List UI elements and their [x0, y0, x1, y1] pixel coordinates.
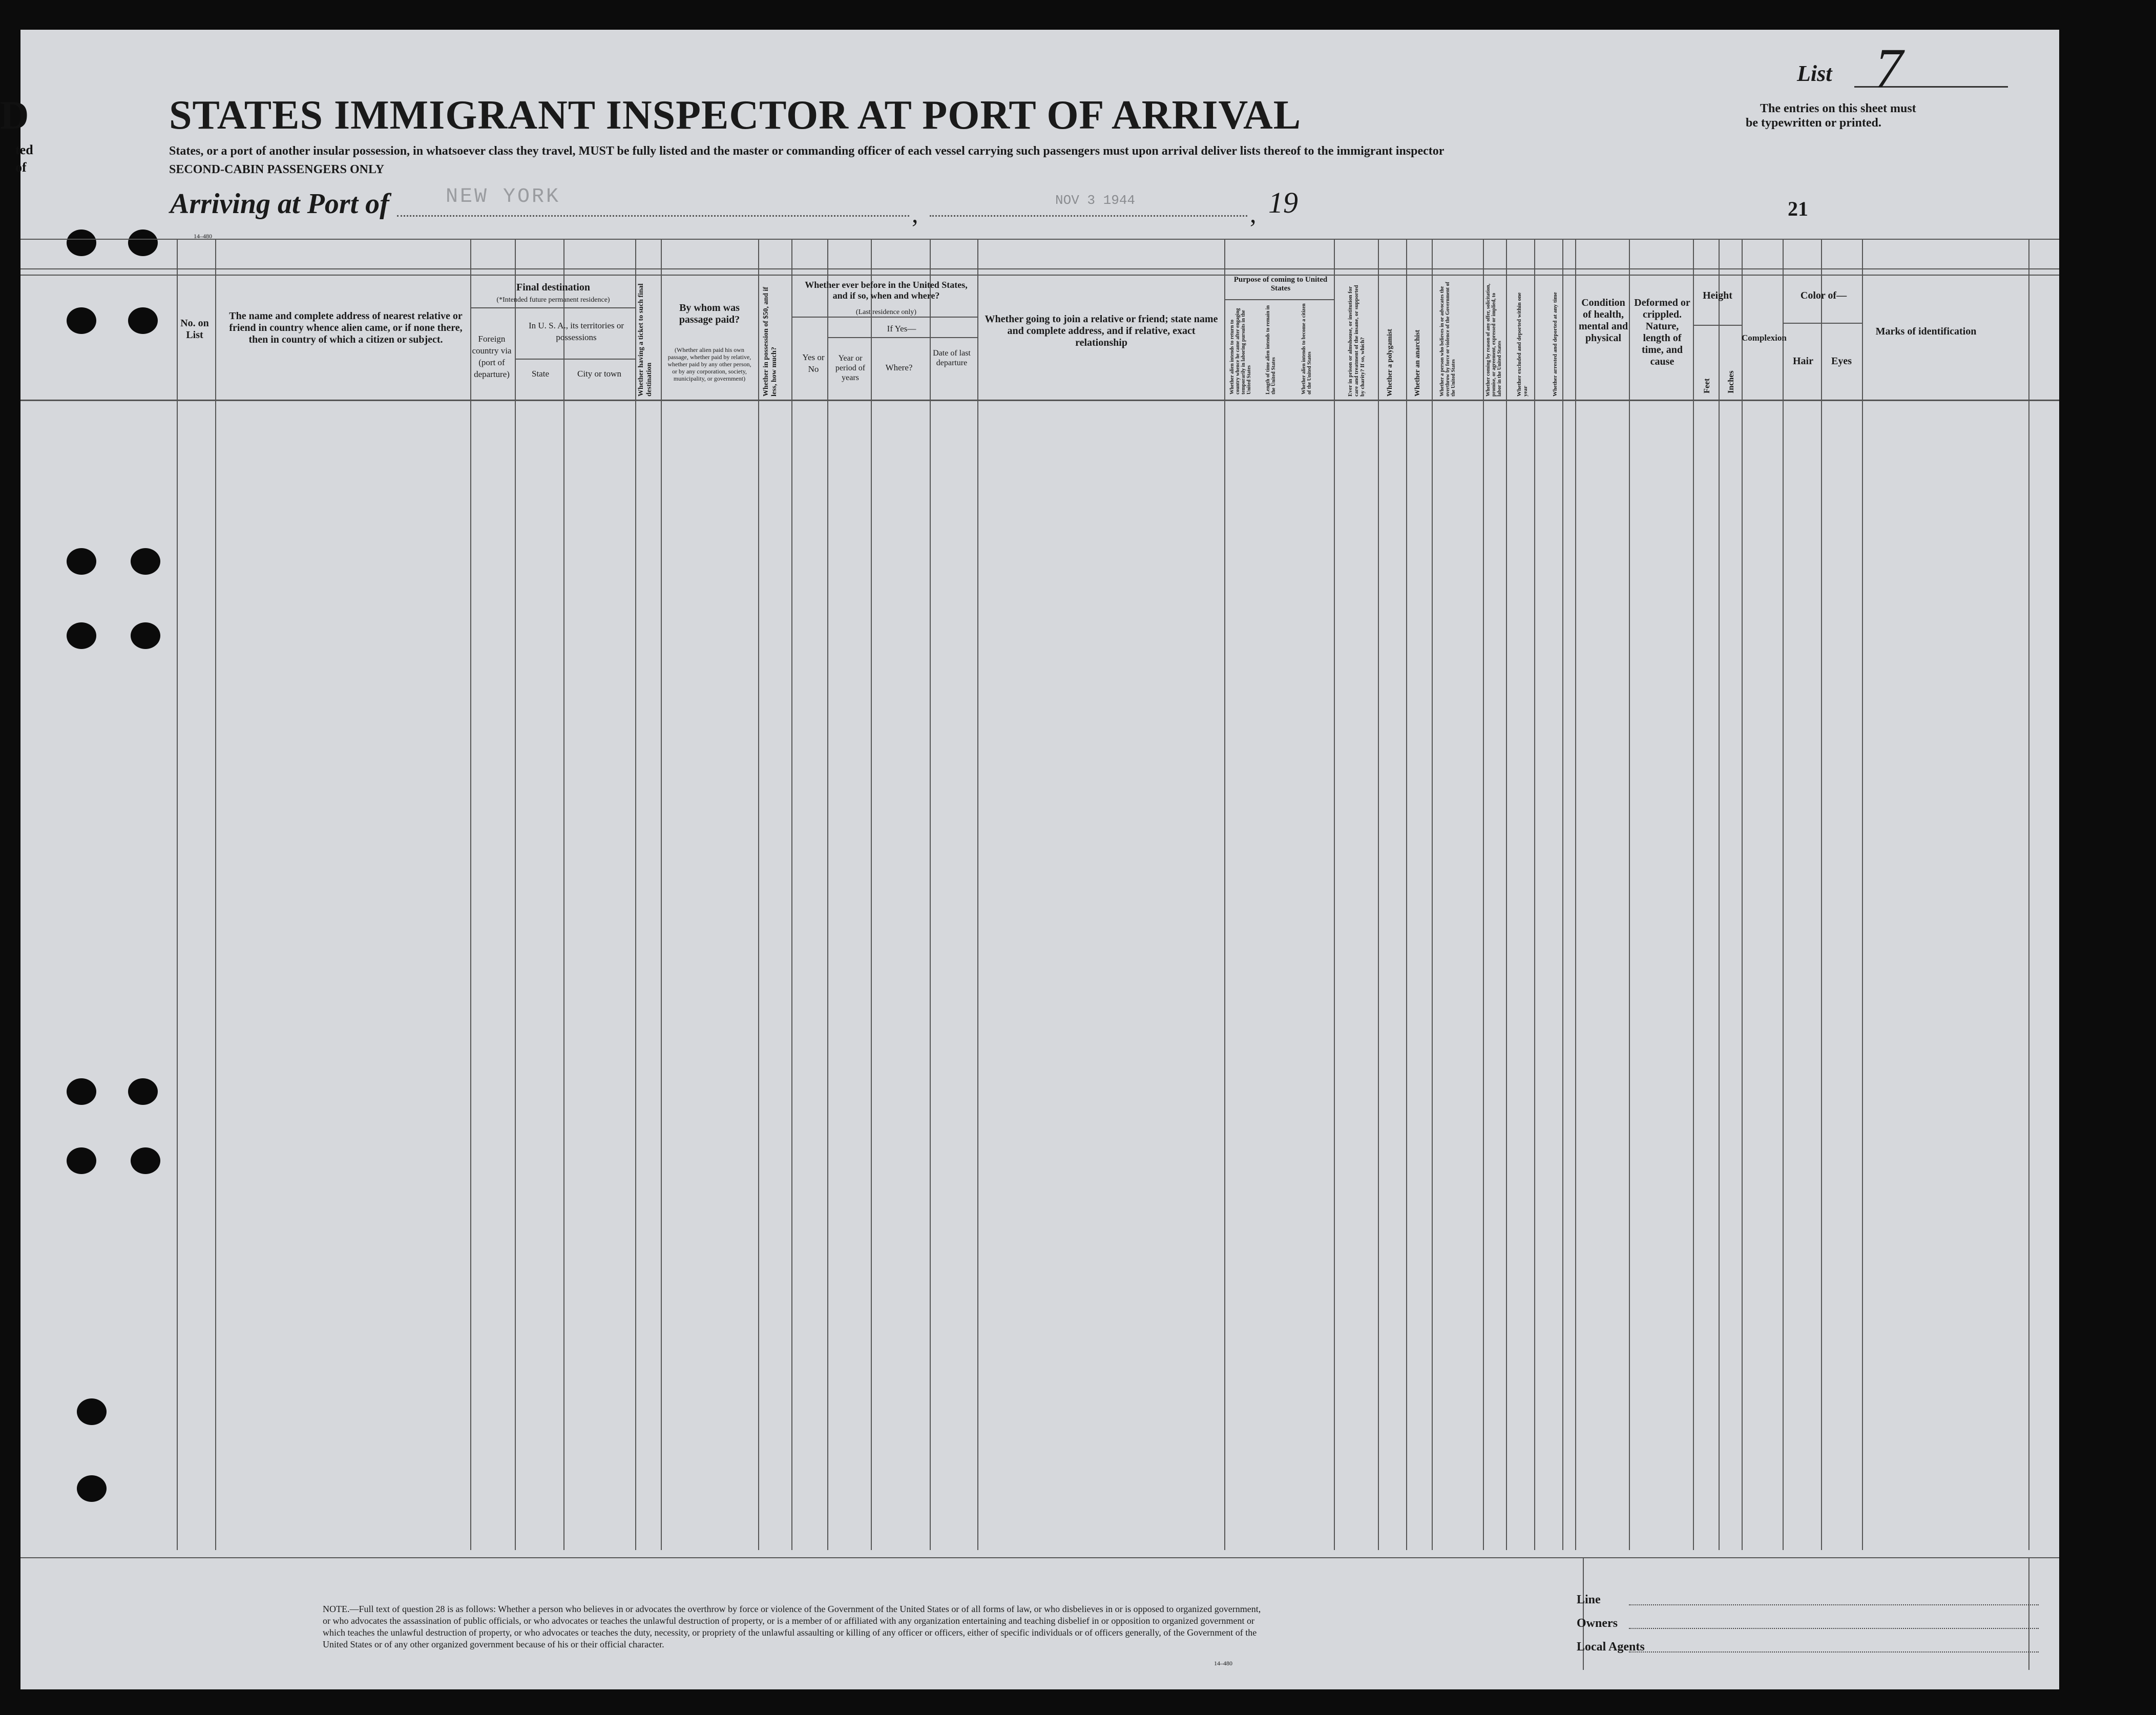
punch-hole: [128, 1078, 158, 1105]
fragment-letter: D: [0, 93, 29, 137]
header-year-period: Year or period of years: [835, 354, 866, 382]
header-color-of: Color of—: [1800, 290, 1847, 301]
punch-hole: [67, 229, 96, 256]
column-rule: [1378, 239, 1379, 1550]
column-rule: [1575, 239, 1576, 1550]
header-fifty-dollars: Whether in possession of $50, and if less, how much?: [762, 286, 778, 396]
header-marks: Marks of identification: [1875, 326, 1977, 337]
header-health: Condition of health, mental and physical: [1578, 297, 1628, 344]
footer-owners-field: [1629, 1628, 2039, 1629]
header-nearest-relative: The name and complete address of nearest relative or friend in country whence alien came, or if none there, then in country of which a citizen or subject.: [229, 310, 463, 345]
list-label: List: [1797, 61, 1832, 86]
header-purpose-citizen: Whether alien intends to become a citizen of the United States: [1301, 303, 1312, 394]
rule: [20, 400, 2059, 401]
column-rule: [1534, 239, 1535, 1550]
column-rule: [515, 239, 516, 1550]
punch-hole: [131, 622, 160, 649]
punch-hole: [128, 307, 158, 334]
header-join-relative: Whether going to join a relative or friend; state name and complete address, and if relative, exact relationship: [985, 313, 1218, 348]
rule: [515, 359, 635, 360]
comma: ,: [912, 199, 918, 228]
header-ever-before: Whether ever before in the United States, and if so, when and where?: [805, 280, 968, 301]
header-final-destination-note: (*Intended future permanent residence): [496, 296, 610, 304]
punch-hole: [67, 1078, 96, 1105]
rule: [1783, 323, 1862, 324]
year-prefix: 19: [1268, 186, 1298, 219]
list-number: 7: [1875, 37, 1903, 99]
adjacent-page-fragment: [0, 61, 36, 205]
column-rule: [215, 239, 216, 1550]
rule: [20, 275, 2059, 276]
header-city: City or town: [577, 369, 621, 379]
port-name: NEW YORK: [446, 185, 561, 208]
column-rule: [1862, 239, 1863, 1550]
footer-agents-field: [1629, 1651, 2039, 1653]
header-in-usa: In U. S. A., its territories or possessions: [528, 321, 624, 342]
header-height: Height: [1703, 290, 1732, 301]
column-rule: [977, 239, 978, 1550]
punch-hole: [131, 548, 160, 575]
arriving-label: Arriving at Port of: [170, 188, 389, 220]
header-q31: Whether arrested and deported at any time: [1552, 292, 1558, 396]
entries-note: [1746, 101, 1916, 130]
header-purpose-return: Whether alien intends to return to country whence he came after engaging temporarily in laboring pursuits in the United States: [1229, 308, 1252, 394]
date-line: [930, 215, 1247, 217]
header-passage-paid: By whom was passage paid?: [679, 302, 740, 325]
column-rule: [1432, 239, 1433, 1550]
footnote-q28: NOTE.—Full text of question 28 is as follows: Whether a person who believes in or advocates the overthrow by force or violence of the Government of the United States or of all forms of law, or who disbelieves in or is opposed to organized government, or who advocates the assassination of public officials, or who advocates or teaches the unlawful destruction of property, or is a member of or affiliated with any organization entertaining and teaching disbelief in or opposition to organized government or which teaches the unlawful destruction of property, or who advocates or teaches the duty, necessity, or propriety of the unlawful assaulting or killing of any officer or officers, either of specific individuals or of officers generally, of the Government of the United States or of any other organized government because of his or their official character.: [323, 1604, 1261, 1649]
header-foreign-country: Foreign country via (port of departure): [472, 334, 512, 379]
punch-hole: [67, 307, 96, 334]
header-where: Where?: [885, 363, 913, 372]
punch-hole: [67, 548, 96, 575]
header-final-destination: Final destination: [516, 282, 590, 293]
rule: [470, 307, 635, 308]
column-rule: [871, 239, 872, 1550]
header-q29: Whether coming by reason of any offer, solicitation, promise, or agreement, expressed or implied, to labor in the United States: [1485, 283, 1502, 396]
column-rule: [930, 239, 931, 1550]
punch-hole: [67, 622, 96, 649]
header-q30: Whether excluded and deported within one year: [1516, 292, 1529, 396]
manifest-sheet: [20, 30, 2059, 1689]
column-rule: [1406, 239, 1407, 1550]
footer-line-label: Line: [1577, 1593, 1601, 1606]
column-rule: [827, 239, 828, 1550]
fragment-text: of: [15, 160, 27, 175]
form-code: 14–480: [1214, 1660, 1232, 1667]
column-rule: [1821, 239, 1822, 1550]
entries-note-line: be typewritten or printed.: [1746, 116, 1881, 130]
punch-hole: [77, 1398, 107, 1425]
comma: ,: [1250, 199, 1257, 228]
column-rule: [2028, 1557, 2029, 1670]
page-number: 21: [1788, 197, 1808, 220]
footer-line-field: [1629, 1604, 2039, 1605]
header-deformed: Deformed or crippled. Nature, length of time, and cause: [1634, 297, 1690, 367]
header-purpose: Purpose of coming to United States: [1233, 276, 1328, 292]
header-inches: Inches: [1727, 370, 1735, 393]
header-last-residence: (Last residence only): [855, 308, 917, 316]
column-rule: [1334, 239, 1335, 1550]
column-rule: [1693, 239, 1694, 1550]
entries-note-line: The entries on this sheet must: [1760, 102, 1916, 115]
header-yes-no: Yes or No: [802, 352, 825, 374]
footer-owners-label: Owners: [1577, 1617, 1618, 1630]
header-anarchist: Whether an anarchist: [1414, 329, 1421, 396]
header-prison: Ever in prison or almshouse, or institution for care and treatment of the insane, or supported by charity? If so, which?: [1347, 285, 1366, 396]
rule: [20, 1557, 2059, 1558]
column-rule: [1719, 239, 1720, 1550]
header-feet: Feet: [1703, 378, 1711, 393]
column-rule: [661, 239, 662, 1550]
column-rule: [563, 239, 564, 1550]
column-rule: [635, 239, 636, 1550]
header-ticket: Whether having a ticket to such final destination: [637, 283, 653, 396]
header-passage-note: (Whether alien paid his own passage, whether paid by relative, whether paid by any other person, or by any corporation, society, municipality, or government): [667, 346, 751, 382]
column-rule: [1742, 239, 1743, 1550]
punch-hole: [128, 229, 158, 256]
instructions-text: States, or a port of another insular possession, in whatsoever class they travel, MUST be fully listed and the master or commanding officer of each vessel carrying such passengers must upon arrival deliver lists thereof to the immigrant inspector: [169, 144, 1445, 158]
fragment-text: ted: [15, 142, 33, 157]
column-rule: [1783, 239, 1784, 1550]
column-rule: [791, 239, 792, 1550]
form-code: 14–480: [194, 233, 212, 240]
column-rule: [1506, 239, 1507, 1550]
column-rule: [177, 239, 178, 1550]
rule: [20, 268, 2059, 269]
rule: [20, 239, 2059, 240]
column-rule: [1562, 239, 1563, 1550]
class-text: SECOND-CABIN PASSENGERS ONLY: [169, 163, 385, 176]
punch-hole: [131, 1147, 160, 1174]
header-q28: Whether a person who believes in or advocates the overthrow by force or violence of the Government of the United States: [1439, 282, 1456, 396]
rule: [1693, 325, 1742, 326]
column-rule: [1483, 239, 1484, 1550]
header-purpose-length: Length of time alien intends to remain in the United States: [1265, 305, 1276, 394]
page-title: STATES IMMIGRANT INSPECTOR AT PORT OF ARRIVAL: [169, 93, 1302, 138]
header-eyes: Eyes: [1831, 355, 1852, 367]
header-no-on-list: No. on List: [180, 318, 209, 341]
header-hair: Hair: [1793, 355, 1813, 367]
rule: [1224, 299, 1334, 300]
header-polygamist: Whether a polygamist: [1386, 329, 1394, 396]
header-state: State: [532, 369, 549, 379]
column-rule: [758, 239, 759, 1550]
column-rule: [1629, 239, 1630, 1550]
punch-hole: [67, 1147, 96, 1174]
header-if-yes: If Yes—: [887, 324, 916, 333]
arrival-date: NOV 3 1944: [1055, 193, 1136, 208]
punch-hole: [77, 1475, 107, 1502]
header-complexion: Complexion: [1742, 333, 1787, 343]
column-rule: [1224, 239, 1225, 1550]
rule: [827, 337, 977, 338]
header-date-departure: Date of last departure: [933, 349, 971, 367]
port-line: [397, 215, 909, 217]
footer-agents-label: Local Agents: [1577, 1640, 1645, 1654]
column-rule: [470, 239, 471, 1550]
column-rule: [2028, 239, 2029, 1550]
